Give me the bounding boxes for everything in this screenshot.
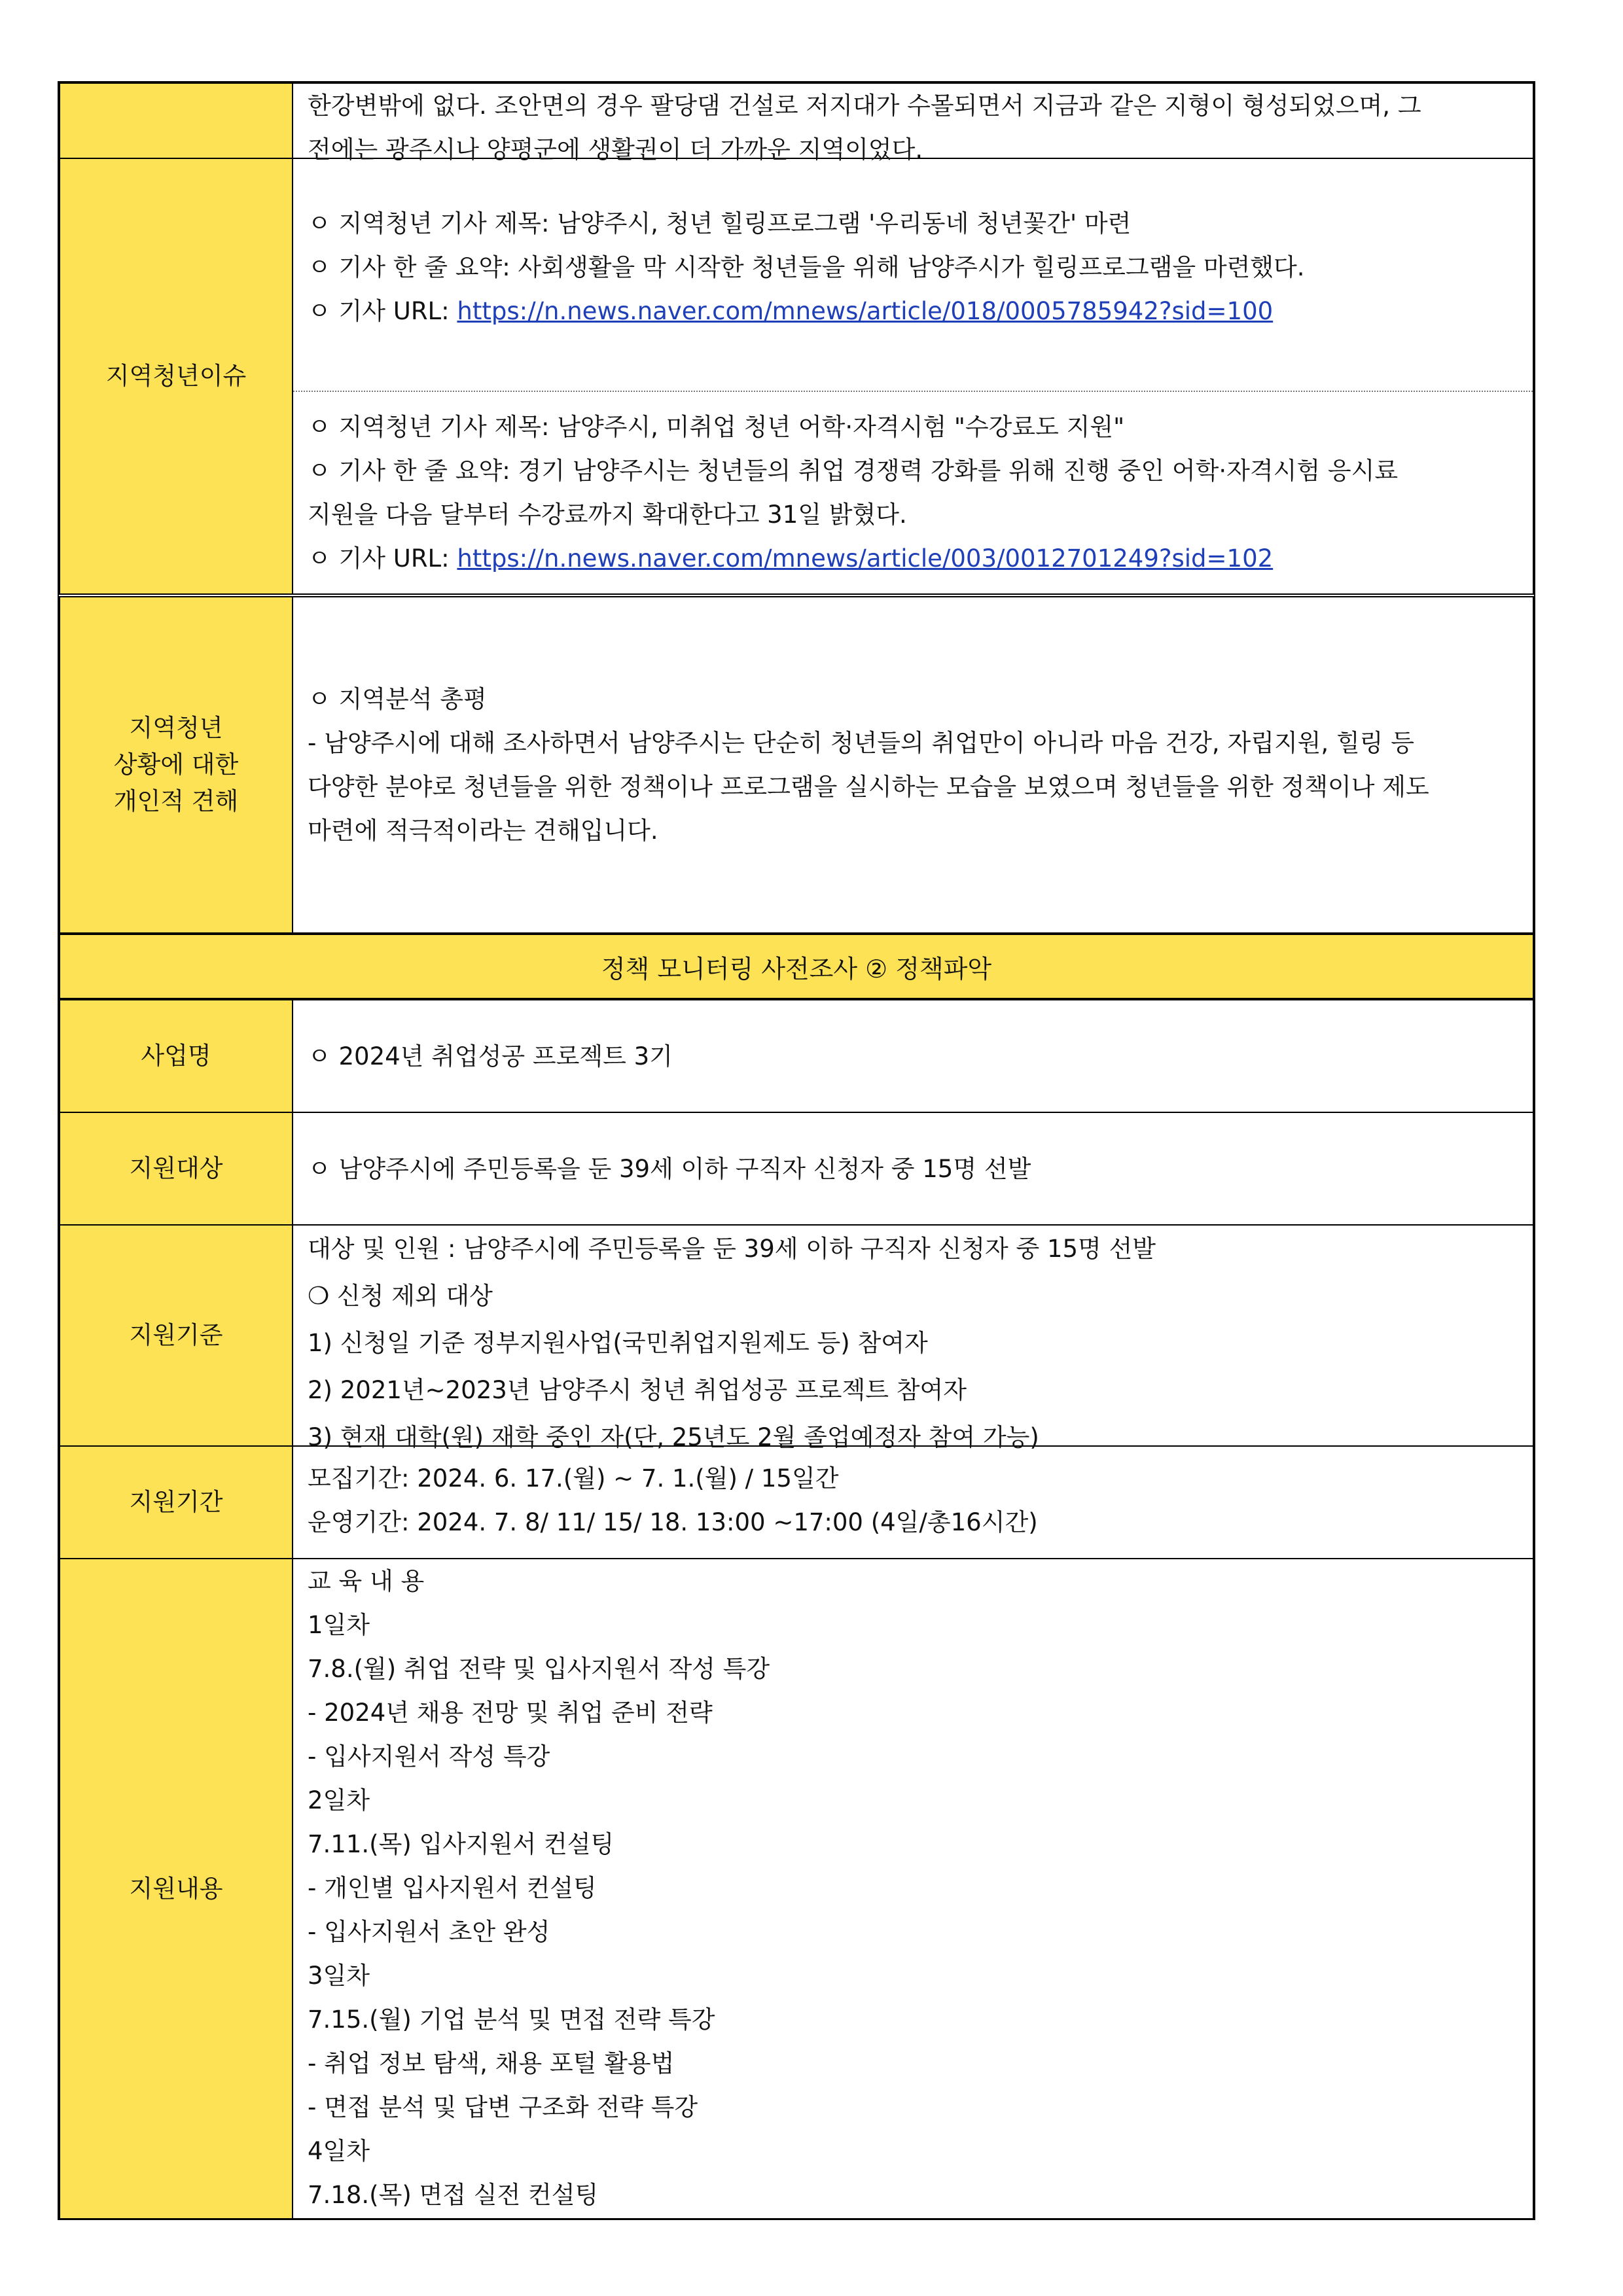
opinion-label [60, 597, 293, 932]
opinion-row [58, 597, 1535, 935]
project-label: 사업명 [60, 1000, 293, 1112]
article-2 [293, 391, 1533, 594]
target-label: 지원대상 [60, 1113, 293, 1224]
project-value: ㅇ 2024년 취업성공 프로젝트 3기 [308, 1042, 673, 1070]
opinion-label-line: 지역청년 [129, 714, 223, 742]
period-row [58, 1447, 1535, 1559]
criteria-line: 3) 현재 대학(원) 재학 중인 자(단, 25년도 2월 졸업예정자 참여 가능) [308, 1423, 1039, 1451]
section-header: 정책 모니터링 사전조사 ② 정책파악 [58, 935, 1535, 1000]
text-line: 전에는 광주시나 양평군에 생활권이 더 가까운 지역이었다. [308, 135, 923, 164]
article-1-url-label: ㅇ 기사 URL: [308, 297, 457, 325]
criteria-row [58, 1226, 1535, 1451]
article-2-url-link[interactable]: https://n.news.naver.com/mnews/article/003/0012701249?sid=102 [457, 544, 1274, 573]
opinion-line: 마련에 적극적이라는 견해입니다. [308, 817, 658, 845]
youth-issue-label: 지역청년이슈 [60, 159, 293, 593]
policy-table [58, 81, 1535, 2220]
period-line: 모집기간: 2024. 6. 17.(월) ~ 7. 1.(월) / 15일간 [308, 1464, 839, 1492]
project-value-cell [293, 1000, 1533, 1112]
content-line: 4일차 [308, 2137, 370, 2165]
project-row [58, 1000, 1535, 1113]
text-line: 한강변밖에 없다. 조안면의 경우 팔당댐 건설로 저지대가 수몰되면서 지금과 같은 지형이 형성되었으며, 그 [308, 92, 1421, 120]
article-1 [293, 159, 1533, 391]
criteria-text [293, 1226, 1533, 1451]
content-line: 3일차 [308, 1962, 370, 1990]
content-line: 1일차 [308, 1611, 370, 1639]
article-1-title: ㅇ 지역청년 기사 제목: 남양주시, 청년 힐링프로그램 '우리동네 청년꽃간' 마련 [308, 209, 1132, 238]
article-2-summary-cont: 지원을 다음 달부터 수강료까지 확대한다고 31일 밝혔다. [308, 500, 907, 529]
period-text [293, 1447, 1533, 1558]
criteria-line: ❍ 신청 제외 대상 [308, 1282, 493, 1310]
article-2-title: ㅇ 지역청년 기사 제목: 남양주시, 미취업 청년 어학·자격시험 "수강료도 지원" [308, 412, 1125, 441]
content-line: - 취업 정보 탐색, 채용 포털 활용법 [308, 2049, 675, 2077]
opinion-heading: ㅇ 지역분석 총평 [308, 685, 487, 713]
article-1-url-link[interactable]: https://n.news.naver.com/mnews/article/018/0005785942?sid=100 [457, 297, 1274, 325]
criteria-line: 2) 2021년~2023년 남양주시 청년 취업성공 프로젝트 참여자 [308, 1376, 967, 1404]
target-row [58, 1113, 1535, 1226]
continuation-row [58, 81, 1535, 164]
period-label: 지원기간 [60, 1447, 293, 1558]
content-label: 지원내용 [60, 1559, 293, 2218]
article-2-summary: ㅇ 기사 한 줄 요약: 경기 남양주시는 청년들의 취업 경쟁력 강화를 위해 진행 중인 어학·자격시험 응시료 [308, 456, 1399, 485]
continuation-label-cell [60, 84, 293, 158]
content-row [58, 1559, 1535, 2220]
criteria-label: 지원기준 [60, 1226, 293, 1445]
target-value: ㅇ 남양주시에 주민등록을 둔 39세 이하 구직자 신청자 중 15명 선발 [308, 1154, 1031, 1183]
opinion-line: - 남양주시에 대해 조사하면서 남양주시는 단순히 청년들의 취업만이 아니라 마음 건강, 자립지원, 힐링 등 [308, 729, 1414, 757]
continuation-text [293, 84, 1533, 164]
content-line: - 2024년 채용 전망 및 취업 준비 전략 [308, 1699, 713, 1727]
article-1-summary: ㅇ 기사 한 줄 요약: 사회생활을 막 시작한 청년들을 위해 남양주시가 힐링프로그램을 마련했다. [308, 253, 1305, 281]
content-line: - 입사지원서 초안 완성 [308, 1918, 550, 1946]
content-line: - 입사지원서 작성 특강 [308, 1742, 550, 1771]
period-line: 운영기간: 2024. 7. 8/ 11/ 15/ 18. 13:00 ~17:00 (4일/총16시간) [308, 1508, 1038, 1536]
content-line: - 면접 분석 및 답변 구조화 전략 특강 [308, 2093, 698, 2121]
content-line: 2일차 [308, 1786, 370, 1814]
content-line: 7.8.(월) 취업 전략 및 입사지원서 작성 특강 [308, 1655, 770, 1683]
criteria-line: 1) 신청일 기준 정부지원사업(국민취업지원제도 등) 참여자 [308, 1329, 928, 1357]
opinion-label-line: 개인적 견해 [113, 787, 239, 815]
article-2-url-label: ㅇ 기사 URL: [308, 544, 457, 573]
opinion-line: 다양한 분야로 청년들을 위한 정책이나 프로그램을 실시하는 모습을 보였으며 청년들을 위한 정책이나 제도 [308, 773, 1429, 801]
content-line: - 개인별 입사지원서 컨설팅 [308, 1874, 597, 1902]
content-line: 7.11.(목) 입사지원서 컨설팅 [308, 1830, 615, 1858]
content-line: 교 육 내 용 [308, 1567, 425, 1595]
target-value-cell [293, 1113, 1533, 1224]
opinion-label-line: 상황에 대한 [113, 751, 239, 779]
content-text [293, 1559, 1533, 2218]
content-line: 7.15.(월) 기업 분석 및 면접 전략 특강 [308, 2005, 715, 2034]
criteria-line: 대상 및 인원 : 남양주시에 주민등록을 둔 39세 이하 구직자 신청자 중 15명 선발 [308, 1235, 1156, 1263]
opinion-text [293, 597, 1533, 932]
content-line: 7.18.(목) 면접 실전 컨설팅 [308, 2181, 599, 2209]
youth-issue-row [58, 159, 1535, 597]
